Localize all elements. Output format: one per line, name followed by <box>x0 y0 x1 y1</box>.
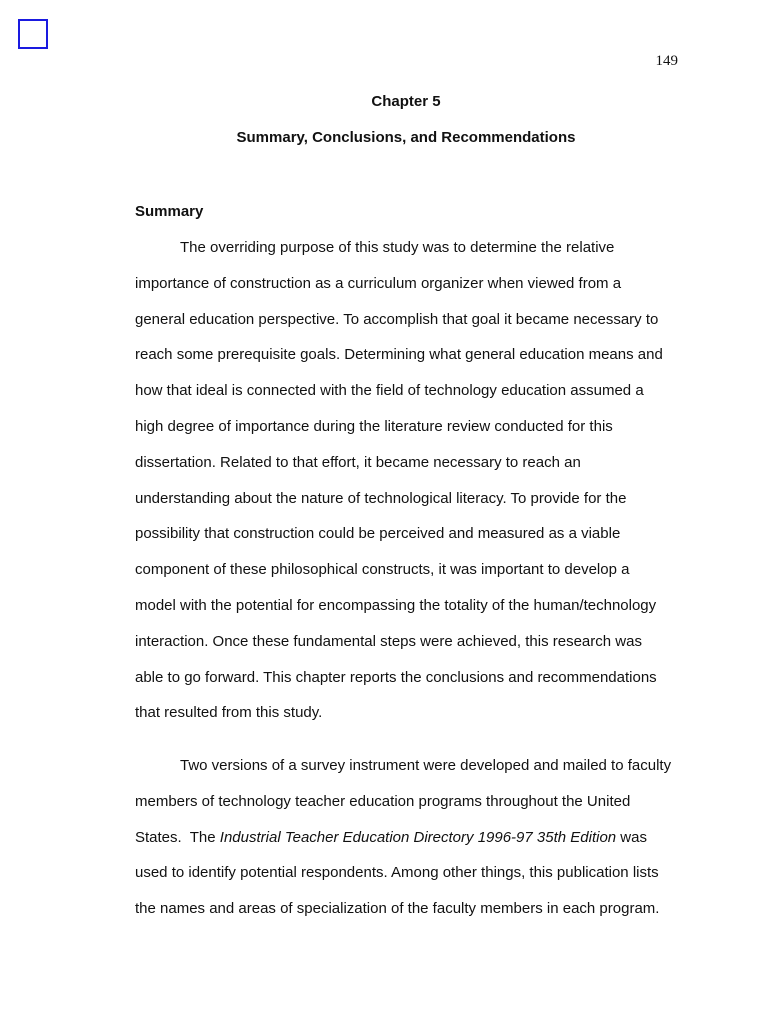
paragraph-line-with-title <box>135 820 680 856</box>
directory-title: Industrial Teacher Education Directory 1996-97 35th Edition <box>219 828 617 846</box>
paragraph-line: used to identify potential respondents. Among other things, this publication lists <box>135 864 659 882</box>
line-text: was <box>616 828 647 846</box>
paragraph-line: importance of construction as a curriculum organizer when viewed from a <box>135 274 622 292</box>
line-text: States. The <box>135 828 220 846</box>
paragraph-line: model with the potential for encompassing the totality of the human/technology <box>135 596 657 614</box>
paragraph-line: dissertation. Related to that effort, it became necessary to reach an <box>135 453 581 471</box>
summary-paragraph-1 <box>135 230 680 731</box>
paragraph-line: how that ideal is connected with the field of technology education assumed a <box>135 382 644 400</box>
paragraph-line: The overriding purpose of this study was to determine the relative <box>180 239 615 256</box>
paragraph-line: members of technology teacher education programs throughout the United <box>135 792 631 810</box>
paragraph-line: able to go forward. This chapter reports the conclusions and recommendations <box>135 668 657 686</box>
paragraph-line: component of these philosophical constructs, it was important to develop a <box>135 561 630 579</box>
chapter-label: Chapter 5 <box>371 93 441 110</box>
paragraph-line: interaction. Once these fundamental steps were achieved, this research was <box>135 632 642 650</box>
chapter-title: Summary, Conclusions, and Recommendations <box>236 129 576 146</box>
page-number: 149 <box>655 53 678 69</box>
paragraph-line: reach some prerequisite goals. Determining what general education means and <box>135 346 663 364</box>
paragraph-line: that resulted from this study. <box>135 704 323 722</box>
summary-paragraph-2 <box>135 748 680 927</box>
paragraph-line: Two versions of a survey instrument were developed and mailed to faculty <box>180 757 672 774</box>
paragraph-line: high degree of importance during the literature review conducted for this <box>135 417 613 435</box>
paragraph-line: general education perspective. To accomplish that goal it became necessary to <box>135 310 659 328</box>
paragraph-line: the names and areas of specialization of the faculty members in each program. <box>135 900 660 918</box>
paragraph-line: understanding about the nature of technological literacy. To provide for the <box>135 489 627 507</box>
paragraph-line: possibility that construction could be perceived and measured as a viable <box>135 525 621 543</box>
corner-box-icon <box>18 19 48 49</box>
section-heading: Summary <box>135 203 204 220</box>
